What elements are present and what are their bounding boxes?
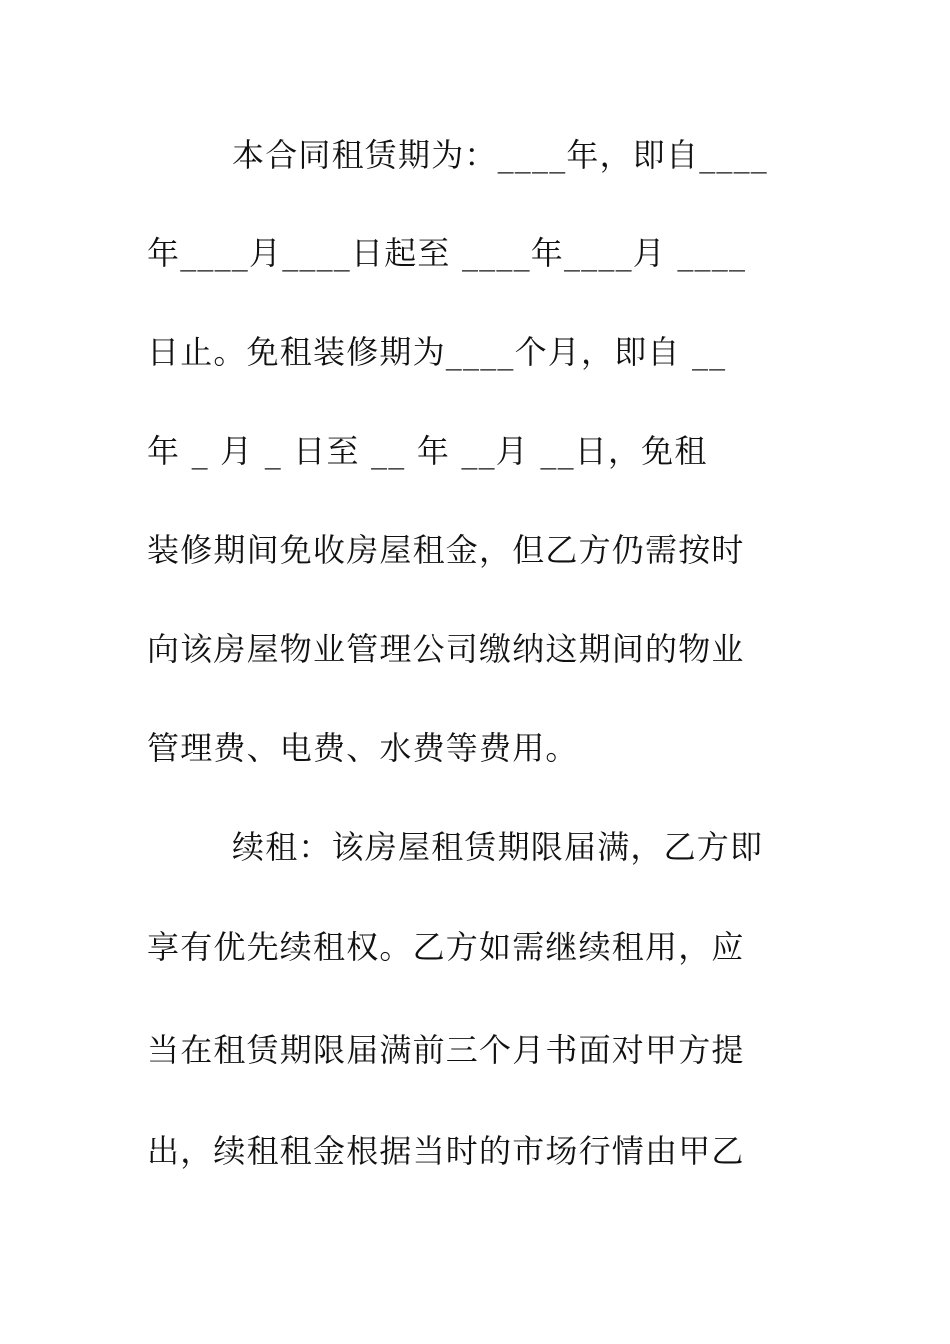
paragraph-line-8: 续租：该房屋租赁期限届满，乙方即 — [232, 828, 764, 866]
paragraph-line-6: 向该房屋物业管理公司缴纳这期间的物业 — [147, 630, 745, 668]
paragraph-line-11: 出，续租租金根据当时的市场行情由甲乙 — [147, 1132, 745, 1170]
paragraph-line-2: 年____月____日起至 ____年____月 ____ — [147, 234, 747, 272]
paragraph-line-7: 管理费、电费、水费等费用。 — [147, 729, 579, 767]
paragraph-line-10: 当在租赁期限届满前三个月书面对甲方提 — [147, 1031, 745, 1069]
paragraph-line-4: 年 _ 月 _ 日至 __ 年 __月 __日，免租 — [147, 432, 708, 470]
paragraph-line-5: 装修期间免收房屋租金，但乙方仍需按时 — [147, 531, 745, 569]
paragraph-line-9: 享有优先续租权。乙方如需继续租用，应 — [147, 928, 745, 966]
paragraph-line-1: 本合同租赁期为：____年，即自____ — [232, 136, 769, 174]
paragraph-line-3: 日止。免租装修期为____个月，即自 __ — [147, 333, 727, 371]
